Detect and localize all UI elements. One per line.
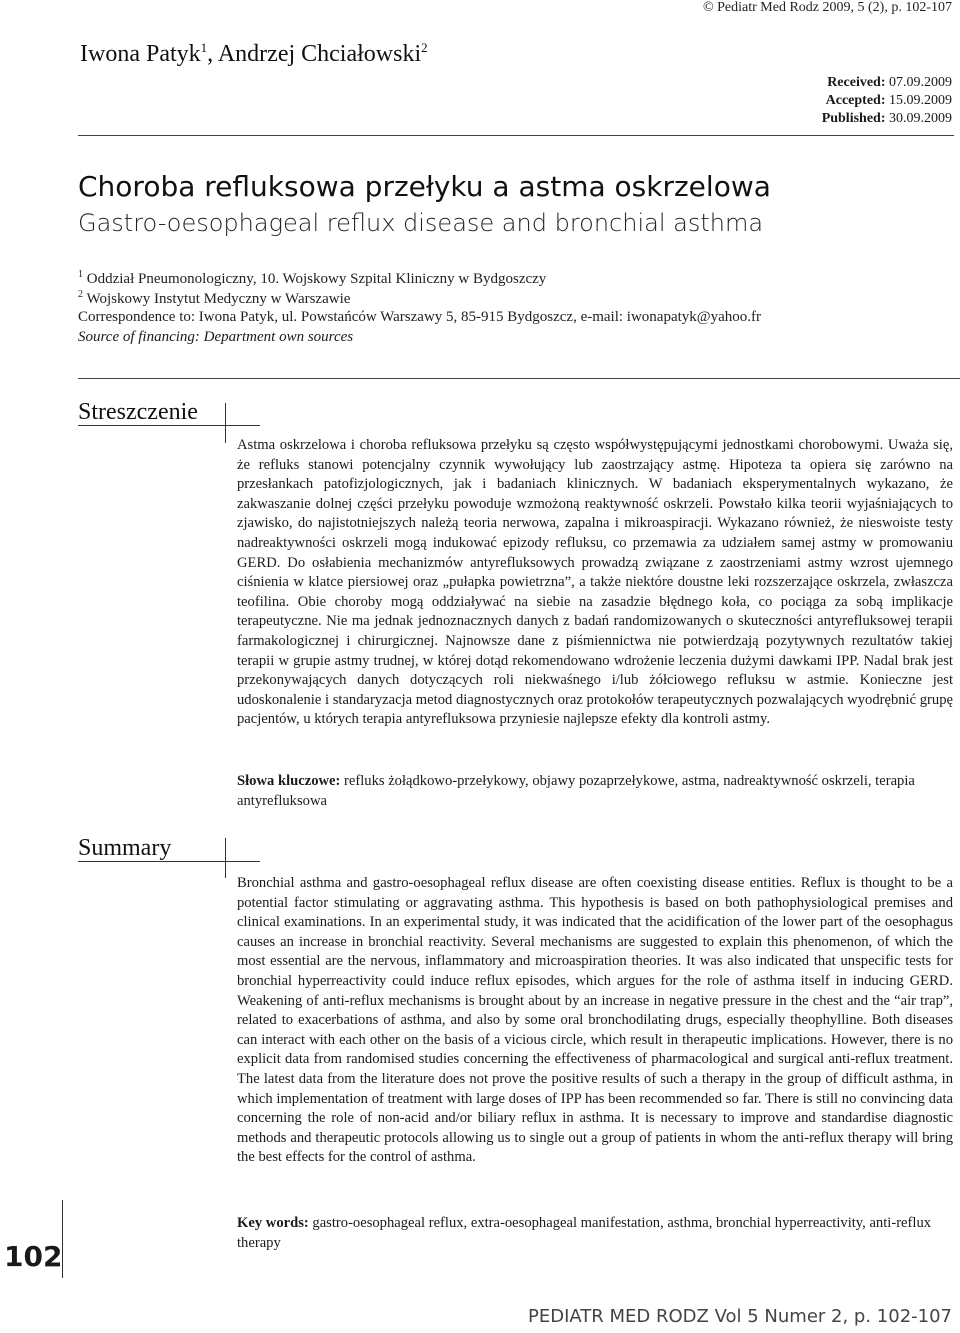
author-affiliation-marker: 2: [421, 40, 428, 55]
summary-text: Bronchial asthma and gastro-oesophageal reflux disease are often coexisting disease entities. Reflux is thought to be a potential factor stimulating or aggravating asthma. This hypothesis is based on both pathophysiological premises and clinical examinations. In an experimental study, it was indicated that the acidification of the lower part of the oesophagus causes an increase in bronchial reactivity. Several mechanisms are suggested to explain this phenomenon, of which the most essential are the nervous, inflammatory and microaspiration theories. It was also indicated that unspecific tests for bronchial hyperreactivity could induce reflux episodes, which argues for the role of asthma itself in inducing GERD. Weakening of anti-reflux mechanisms is brought about by an increase in negative pressure in the chest and the “air trap”, related to exacerbations of asthma, and also by some oral bronchodilating drugs, especially theophylline. Both diseases can interact with each other on the basis of a vicious circle, which result in therapeutic implications. However, there is no explicit data from randomised studies concerning the effectiveness of pharmacological and surgical anti-reflux treatment. The latest data from the literature does not prove the positive results of such a therapy in the group of difficult asthma, in which implementation of treatment with large doses of IPP has been recommended so far. There is still no convincing data concerning the role of non-acid and/or biliary reflux in asthma. It is necessary to improve and standardise diagnostic methods and therapeutic protocols allowing us to single out a group of patients in whom the anti-reflux therapy will bring the best effects for the control of asthma.: [237, 875, 953, 1166]
summary-keywords: Key words: gastro-oesophageal reflux, extra-oesophageal manifestation, asthma, bronchial hyperreactivity, anti-reflux therapy: [237, 1215, 932, 1251]
citation-line: © Pediatr Med Rodz 2009, 5 (2), p. 102-107: [703, 0, 952, 15]
summary-underline: [78, 861, 260, 862]
streszczenie-heading: Streszczenie: [78, 399, 198, 425]
source-of-financing: Source of financing: Department own sources: [78, 329, 354, 345]
article-dates: [822, 74, 952, 128]
summary-marker: [225, 838, 226, 878]
received-date: Received: 07.09.2009: [827, 75, 952, 90]
header-divider: [78, 135, 954, 136]
streszczenie-underline: [78, 425, 260, 426]
page-number: 102: [4, 1240, 63, 1273]
correspondence: Correspondence to: Iwona Patyk, ul. Powstańców Warszawy 5, 85-915 Bydgoszcz, e-mail: iwonapatyk@yahoo.fr: [78, 309, 762, 325]
journal-footer: PEDIATR MED RODZ Vol 5 Numer 2, p. 102-107: [527, 1306, 952, 1327]
author-name: Iwona Patyk: [80, 41, 201, 67]
section-divider: [78, 378, 960, 379]
title-english: Gastro-oesophageal reflux disease and bronchial asthma: [78, 209, 764, 237]
author-affiliation-marker: 1: [200, 40, 208, 55]
streszczenie-keywords: Słowa kluczowe: refluks żołądkowo-przełykowy, objawy pozaprzełykowe, astma, nadreaktywność oskrzeli, terapia antyrefluksowa: [237, 773, 915, 809]
streszczenie-marker: [225, 403, 226, 443]
streszczenie-text: Astma oskrzelowa i choroba refluksowa przełyku są często współwystępującymi jednostkami chorobowymi. Uważa się, że refluks stanowi potencjalny czynnik wywołujący lub zaostrzający astmę. Hipoteza ta opiera się zarówno na przesłankach patofizjologicznych, jak i badaniach klinicznych. W badaniach eksperymentalnych wykazano, że zakwaszanie dolnej części przełyku powoduje wzmożoną reaktywność oskrzeli. Powstało kilka teorii wyjaśniających to zjawisko, do najistotniejszych należą teoria nerwowa, zapalna i mikroaspiracji. Wykazano również, że nieswoiste testy nadreaktywności oskrzeli mogą indukować epizody refluksu, co przemawia za udziałem samej astmy w promowaniu GERD. Do osłabienia mechanizmów antyrefluksowych prowadzą związane z zaostrzeniami astmy wzrost ujemnego ciśnienia w klatce piersiowej oraz „pułapka powietrzna”, a także niektóre doustne leki rozszerzające oskrzela, zwłaszcza teofilina. Obie choroby mogą oddziaływać na siebie na zasadzie błędnego koła, co pociąga za sobą implikacje terapeutyczne. Nie ma jednak jednoznacznych danych z badań randomizowanych o skuteczności antyrefluksowej terapii farmakologicznej i chirurgicznej. Najnowsze dane z piśmiennictwa nie potwierdzają pozytywnych rezultatów takiej terapii w grupie astmy trudnej, w której dotąd rekomendowano wdrożenie leczenia dużymi dawkami IPP. Nadal brak jest przekonywających danych dotyczących roli niekwaśnego i/lub żółciowego refluksu w astmie. Konieczne jest udoskonalenie i standaryzacja metod diagnostycznych oraz protokołów terapeutycznych pozwalających wyodrębnić grupę pacjentów, u których terapia antyrefluksowa przyniesie najlepsze efekty dla kontroli astmy.: [237, 437, 953, 728]
affiliation-2: $^2$ Wojskowy Instytut Medyczny w Warszawie: [78, 289, 351, 307]
accepted-date: Accepted: 15.09.2009: [825, 93, 952, 108]
title-polish: Choroba refluksowa przełyku a astma oskrzelowa: [78, 170, 771, 203]
author-list: Iwona Patyk$^1$, Andrzej Chciałowski$^2$: [80, 40, 428, 67]
published-date: Published: 30.09.2009: [821, 111, 952, 126]
affiliation-1: $^1$ Oddział Pneumonologiczny, 10. Wojskowy Szpital Kliniczny w Bydgoszczy: [78, 269, 547, 287]
author-name: Andrzej Chciałowski: [217, 41, 422, 67]
summary-heading: Summary: [78, 835, 172, 861]
